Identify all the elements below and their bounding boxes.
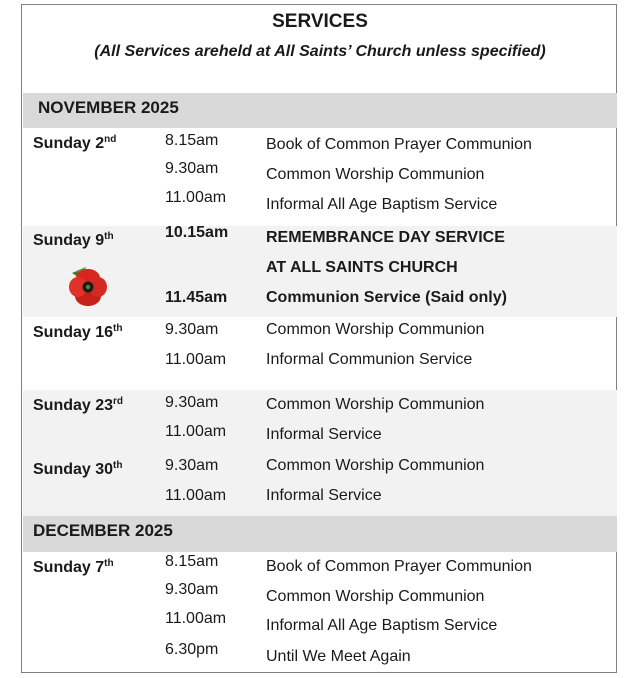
time-nov23-2: 11.00am	[165, 423, 227, 440]
day-label-nov30: Sunday 30th	[33, 460, 123, 478]
time-nov30-1: 9.30am	[165, 457, 219, 474]
service-nov9-2: AT ALL SAINTS CHURCH	[266, 259, 458, 276]
time-nov2-1: 8.15am	[165, 132, 219, 149]
service-dec7-4: Until We Meet Again	[266, 648, 411, 665]
time-nov16-1: 9.30am	[165, 321, 219, 338]
service-nov9-3: Communion Service (Said only)	[266, 289, 507, 306]
services-panel	[21, 4, 617, 673]
service-nov2-1: Book of Common Prayer Communion	[266, 136, 532, 153]
day-label-dec7: Sunday 7th	[33, 558, 114, 576]
time-nov2-3: 11.00am	[165, 189, 227, 206]
time-nov16-2: 11.00am	[165, 351, 227, 368]
time-nov2-2: 9.30am	[165, 160, 219, 177]
service-dec7-3: Informal All Age Baptism Service	[266, 617, 498, 634]
day-label-nov16: Sunday 16th	[33, 323, 123, 341]
service-nov23-1: Common Worship Communion	[266, 396, 485, 413]
page-subtitle: (All Services areheld at All Saints’ Church unless specified)	[94, 43, 546, 60]
service-dec7-1: Book of Common Prayer Communion	[266, 558, 532, 575]
time-nov23-1: 9.30am	[165, 394, 219, 411]
service-dec7-2: Common Worship Communion	[266, 588, 485, 605]
day-label-nov23: Sunday 23rd	[33, 396, 124, 414]
page-title: SERVICES	[272, 11, 368, 32]
day-label-nov9: Sunday 9th	[33, 231, 114, 249]
time-nov30-2: 11.00am	[165, 487, 227, 504]
time-nov9-1: 10.15am	[165, 224, 229, 241]
time-dec7-4: 6.30pm	[165, 641, 219, 658]
time-dec7-2: 9.30am	[165, 581, 219, 598]
month-heading-november: NOVEMBER 2025	[38, 98, 179, 117]
time-dec7-3: 11.00am	[165, 610, 227, 627]
service-nov16-2: Informal Communion Service	[266, 351, 473, 368]
time-nov9-3: 11.45am	[165, 289, 228, 306]
time-dec7-1: 8.15am	[165, 553, 219, 570]
month-heading-december: DECEMBER 2025	[33, 521, 173, 540]
service-nov23-2: Informal Service	[266, 426, 382, 443]
service-nov30-2: Informal Service	[266, 487, 382, 504]
service-nov2-2: Common Worship Communion	[266, 166, 485, 183]
day-label-nov2: Sunday 2nd	[33, 134, 117, 152]
poppy-icon	[66, 265, 110, 309]
service-nov9-1: REMEMBRANCE DAY SERVICE	[266, 229, 505, 246]
service-nov2-3: Informal All Age Baptism Service	[266, 196, 498, 213]
service-nov16-1: Common Worship Communion	[266, 321, 485, 338]
service-nov30-1: Common Worship Communion	[266, 457, 485, 474]
